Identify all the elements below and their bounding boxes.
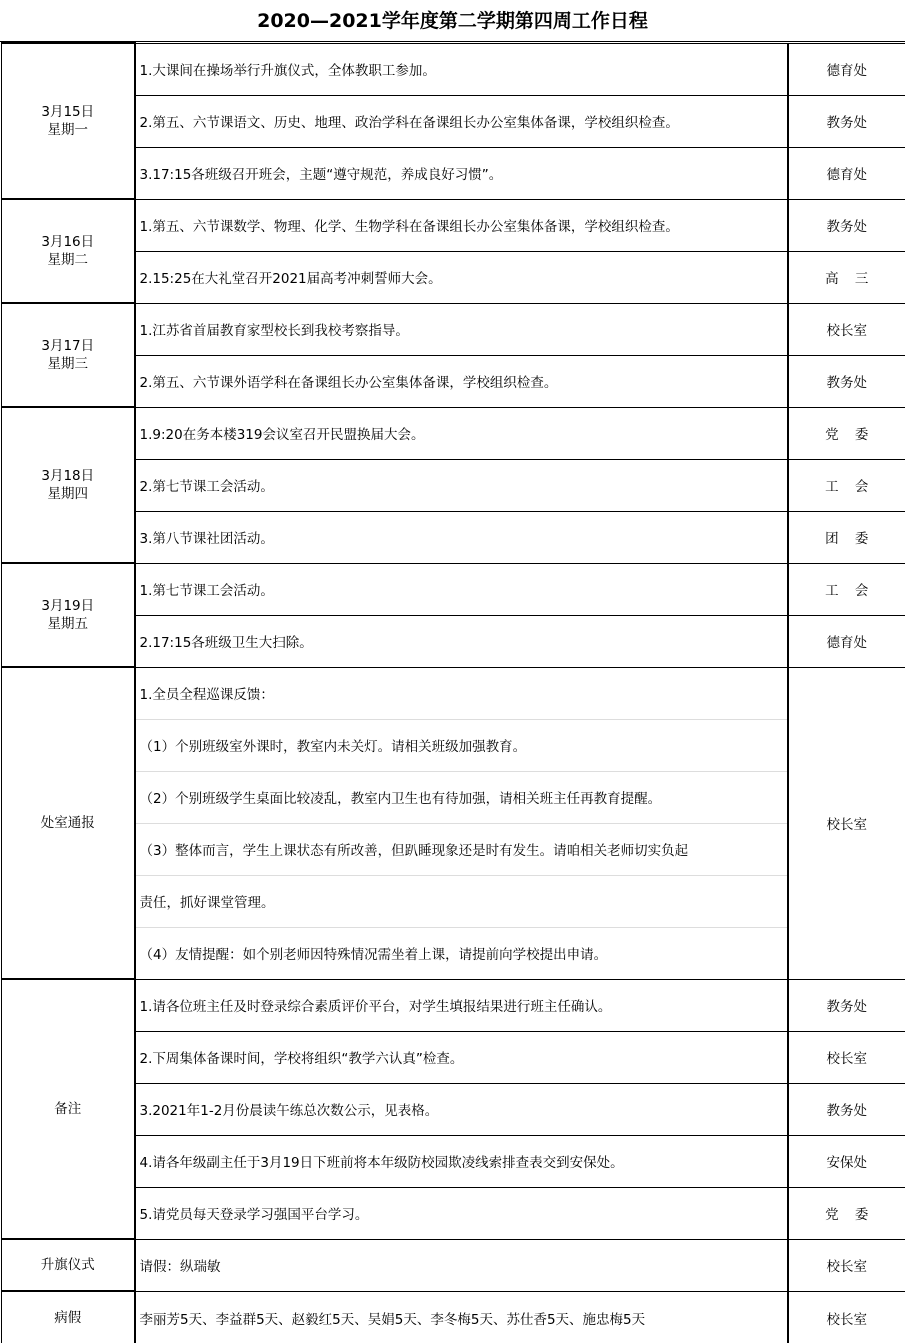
page-title: 2020—2021学年度第二学期第四周工作日程: [0, 0, 905, 42]
notice-line: （2）个别班级学生桌面比较凌乱，教室内卫生也有待加强，请相关班主任再教育提醒。: [135, 771, 788, 823]
remark-dept: 校长室: [788, 1031, 905, 1083]
day-weekday: 星期一: [47, 122, 88, 138]
item-text: 1.第七节课工会活动。: [135, 563, 788, 615]
day-weekday: 星期四: [47, 486, 88, 502]
sick-dept: 校长室: [788, 1291, 905, 1343]
notice-dept: 校长室: [788, 667, 905, 979]
item-text: 1.9:20在务本楼319会议室召开民盟换届大会。: [135, 407, 788, 459]
table-row: [2, 1031, 905, 1083]
day-cell-fri: [2, 563, 135, 667]
item-dept: 德育处: [788, 147, 905, 199]
day-date: 3月18日: [41, 468, 95, 484]
item-text: 2.17:15各班级卫生大扫除。: [135, 615, 788, 667]
sick-label: 病假: [2, 1291, 135, 1343]
day-cell-thu: [2, 407, 135, 563]
table-row: [2, 615, 905, 667]
table-row: [2, 511, 905, 563]
item-dept: 团委: [788, 511, 905, 563]
table-row: [2, 459, 905, 511]
table-row: [2, 875, 905, 927]
item-text: 1.第五、六节课数学、物理、化学、生物学科在备课组长办公室集体备课，学校组织检查。: [135, 199, 788, 251]
day-weekday: 星期二: [47, 252, 88, 268]
item-text: 1.大课间在操场举行升旗仪式，全体教职工参加。: [135, 43, 788, 95]
remark-dept: 党委: [788, 1187, 905, 1239]
table-row: [2, 563, 905, 615]
item-text: 1.江苏省首届教育家型校长到我校考察指导。: [135, 303, 788, 355]
table-row: [2, 1291, 905, 1343]
table-row: [2, 407, 905, 459]
day-date: 3月17日: [41, 338, 95, 354]
remark-dept: 教务处: [788, 979, 905, 1031]
item-text: 2.第七节课工会活动。: [135, 459, 788, 511]
table-row: [2, 1187, 905, 1239]
item-text: 3.17:15各班级召开班会，主题“遵守规范，养成良好习惯”。: [135, 147, 788, 199]
remark-text: 2.下周集体备课时间，学校将组织“教学六认真”检查。: [135, 1031, 788, 1083]
table-row: [2, 667, 905, 719]
item-dept: 党委: [788, 407, 905, 459]
day-cell-mon: [2, 43, 135, 199]
table-row: [2, 303, 905, 355]
notice-line: （3）整体而言，学生上课状态有所改善，但趴睡现象还是时有发生。请咱相关老师切实负起: [135, 823, 788, 875]
day-date: 3月19日: [41, 598, 95, 614]
item-text: 2.第五、六节课语文、历史、地理、政治学科在备课组长办公室集体备课，学校组织检查。: [135, 95, 788, 147]
item-dept: 工会: [788, 459, 905, 511]
item-text: 3.第八节课社团活动。: [135, 511, 788, 563]
item-dept: 教务处: [788, 355, 905, 407]
table-row: [2, 199, 905, 251]
remark-text: 1.请各位班主任及时登录综合素质评价平台，对学生填报结果进行班主任确认。: [135, 979, 788, 1031]
day-date: 3月16日: [41, 234, 95, 250]
item-dept: 教务处: [788, 95, 905, 147]
item-dept: 工会: [788, 563, 905, 615]
day-cell-wed: [2, 303, 135, 407]
item-dept: 高三: [788, 251, 905, 303]
day-weekday: 星期三: [47, 356, 88, 372]
flag-text: 请假：纵瑞敏: [135, 1239, 788, 1291]
table-row: [2, 927, 905, 979]
table-row: [2, 1135, 905, 1187]
table-row: [2, 979, 905, 1031]
table-row: [2, 95, 905, 147]
notice-line: （4）友情提醒：如个别老师因特殊情况需坐着上课，请提前向学校提出申请。: [135, 927, 788, 979]
table-row: [2, 251, 905, 303]
remark-text: 3.2021年1-2月份晨读午练总次数公示，见表格。: [135, 1083, 788, 1135]
notice-line: （1）个别班级室外课时，教室内未关灯。请相关班级加强教育。: [135, 719, 788, 771]
notice-label: 处室通报: [2, 667, 135, 979]
item-text: 2.第五、六节课外语学科在备课组长办公室集体备课，学校组织检查。: [135, 355, 788, 407]
remark-text: 5.请党员每天登录学习强国平台学习。: [135, 1187, 788, 1239]
flag-dept: 校长室: [788, 1239, 905, 1291]
table-row: [2, 355, 905, 407]
remark-text: 4.请各年级副主任于3月19日下班前将本年级防校园欺凌线索排查表交到安保处。: [135, 1135, 788, 1187]
item-dept: 教务处: [788, 199, 905, 251]
item-dept: 德育处: [788, 43, 905, 95]
item-dept: 校长室: [788, 303, 905, 355]
item-dept: 德育处: [788, 615, 905, 667]
table-row: [2, 719, 905, 771]
day-cell-tue: [2, 199, 135, 303]
flag-label: 升旗仪式: [2, 1239, 135, 1291]
sick-text: 李丽芳5天、李益群5天、赵毅红5天、吴娟5天、李冬梅5天、苏仕香5天、施忠梅5天: [135, 1291, 788, 1343]
table-row: [2, 823, 905, 875]
remarks-label: 备注: [2, 979, 135, 1239]
remark-dept: 教务处: [788, 1083, 905, 1135]
remark-dept: 安保处: [788, 1135, 905, 1187]
day-date: 3月15日: [41, 104, 95, 120]
table-row: [2, 771, 905, 823]
item-text: 2.15:25在大礼堂召开2021届高考冲刺誓师大会。: [135, 251, 788, 303]
table-row: [2, 1083, 905, 1135]
table-row: [2, 147, 905, 199]
day-weekday: 星期五: [47, 616, 88, 632]
schedule-table: [1, 42, 905, 1343]
notice-line: 责任，抓好课堂管理。: [135, 875, 788, 927]
table-row: [2, 1239, 905, 1291]
notice-line: 1.全员全程巡课反馈：: [135, 667, 788, 719]
table-row: [2, 43, 905, 95]
